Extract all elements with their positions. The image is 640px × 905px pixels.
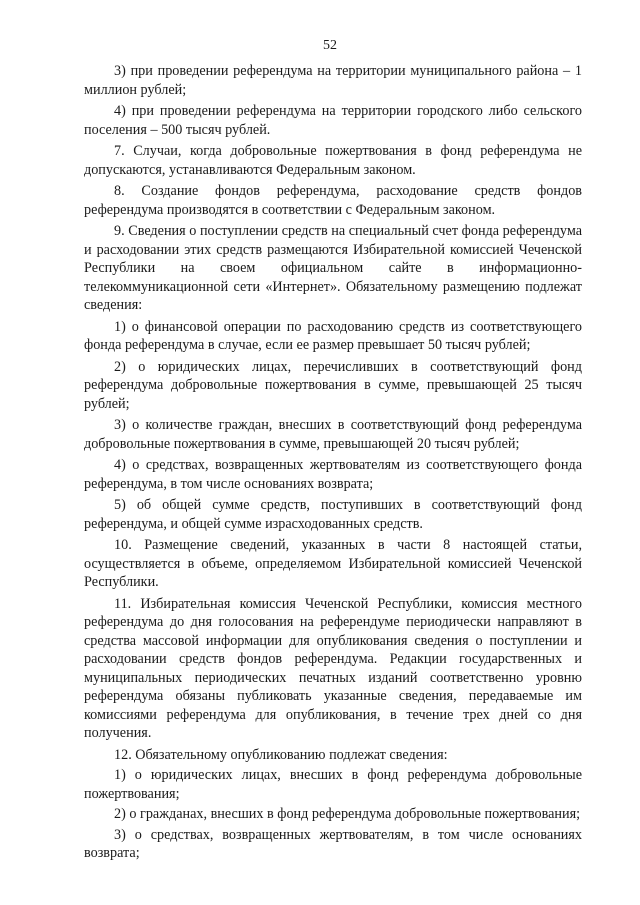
paragraph-part-9-item-5: 5) об общей сумме средств, поступивших в соответствующий фонд референдума, и общей сумме израсходованных средств. [84, 497, 582, 532]
paragraph-part-7: 7. Случаи, когда добровольные пожертвования в фонд референдума не допускаются, устанавливаются Федеральным законом. [84, 143, 582, 178]
paragraph-part-9-item-3: 3) о количестве граждан, внесших в соответствующий фонд референдума добровольные пожертвования в сумме, превышающей 20 тысяч рублей; [84, 417, 582, 452]
paragraph-part-12: 12. Обязательному опубликованию подлежат сведения: [114, 746, 448, 763]
paragraph-part-9: 9. Сведения о поступлении средств на специальный счет фонда референдума и расходовании этих средств размещаются Избирательной комиссией Чеченской Республики на своем официальном сайте в информационно-телекоммуникационной сети «Интернет». Обязательному размещению подлежат сведения: [84, 223, 582, 313]
paragraph-part-8: 8. Создание фондов референдума, расходование средств фондов референдума производятся в соответствии с Федеральным законом. [84, 183, 582, 218]
paragraph-part-11: 11. Избирательная комиссия Чеченской Республики, комиссия местного референдума до дня голосования на референдуме периодически направляют в средства массовой информации для опубликования сведения о поступлении и расходовании средств фондов референдума. Редакции государственных и муниципальных периодических печатных изданий соответственно уровню референдума обязаны публиковать указанные сведения, передаваемые им комиссиями референдума для опубликования, в течение трех дней со дня получения. [84, 595, 582, 741]
paragraph-part-9-item-1: 1) о финансовой операции по расходованию средств из соответствующего фонда референдума в случае, если ее размер превышает 50 тысяч рублей; [84, 318, 582, 353]
paragraph-part-10: 10. Размещение сведений, указанных в части 8 настоящей статьи, осуществляется в объеме, определяемом Избирательной комиссией Чеченской Республики. [84, 537, 582, 590]
paragraph-item-4-settlement: 4) при проведении референдума на территории городского либо сельского поселения – 500 тысяч рублей. [84, 103, 582, 138]
document-body [84, 62, 582, 865]
paragraph-part-12-item-3: 3) о средствах, возвращенных жертвователям, в том числе основаниях возврата; [84, 826, 582, 861]
paragraph-part-9-item-4: 4) о средствах, возвращенных жертвователям из соответствующего фонда референдума, в том числе основаниях возврата; [84, 457, 582, 492]
page-number: 52 [323, 38, 337, 53]
paragraph-part-12-item-1: 1) о юридических лицах, внесших в фонд референдума добровольные пожертвования; [84, 767, 582, 802]
paragraph-part-12-item-2: 2) о гражданах, внесших в фонд референдума добровольные пожертвования; [114, 806, 581, 822]
paragraph-part-9-item-2: 2) о юридических лицах, перечисливших в соответствующий фонд референдума добровольные пожертвования в сумме, превышающей 25 тысяч рублей; [84, 358, 582, 412]
paragraph-item-3-municipal-district: 3) при проведении референдума на территории муниципального района – 1 миллион рублей; [84, 63, 582, 98]
